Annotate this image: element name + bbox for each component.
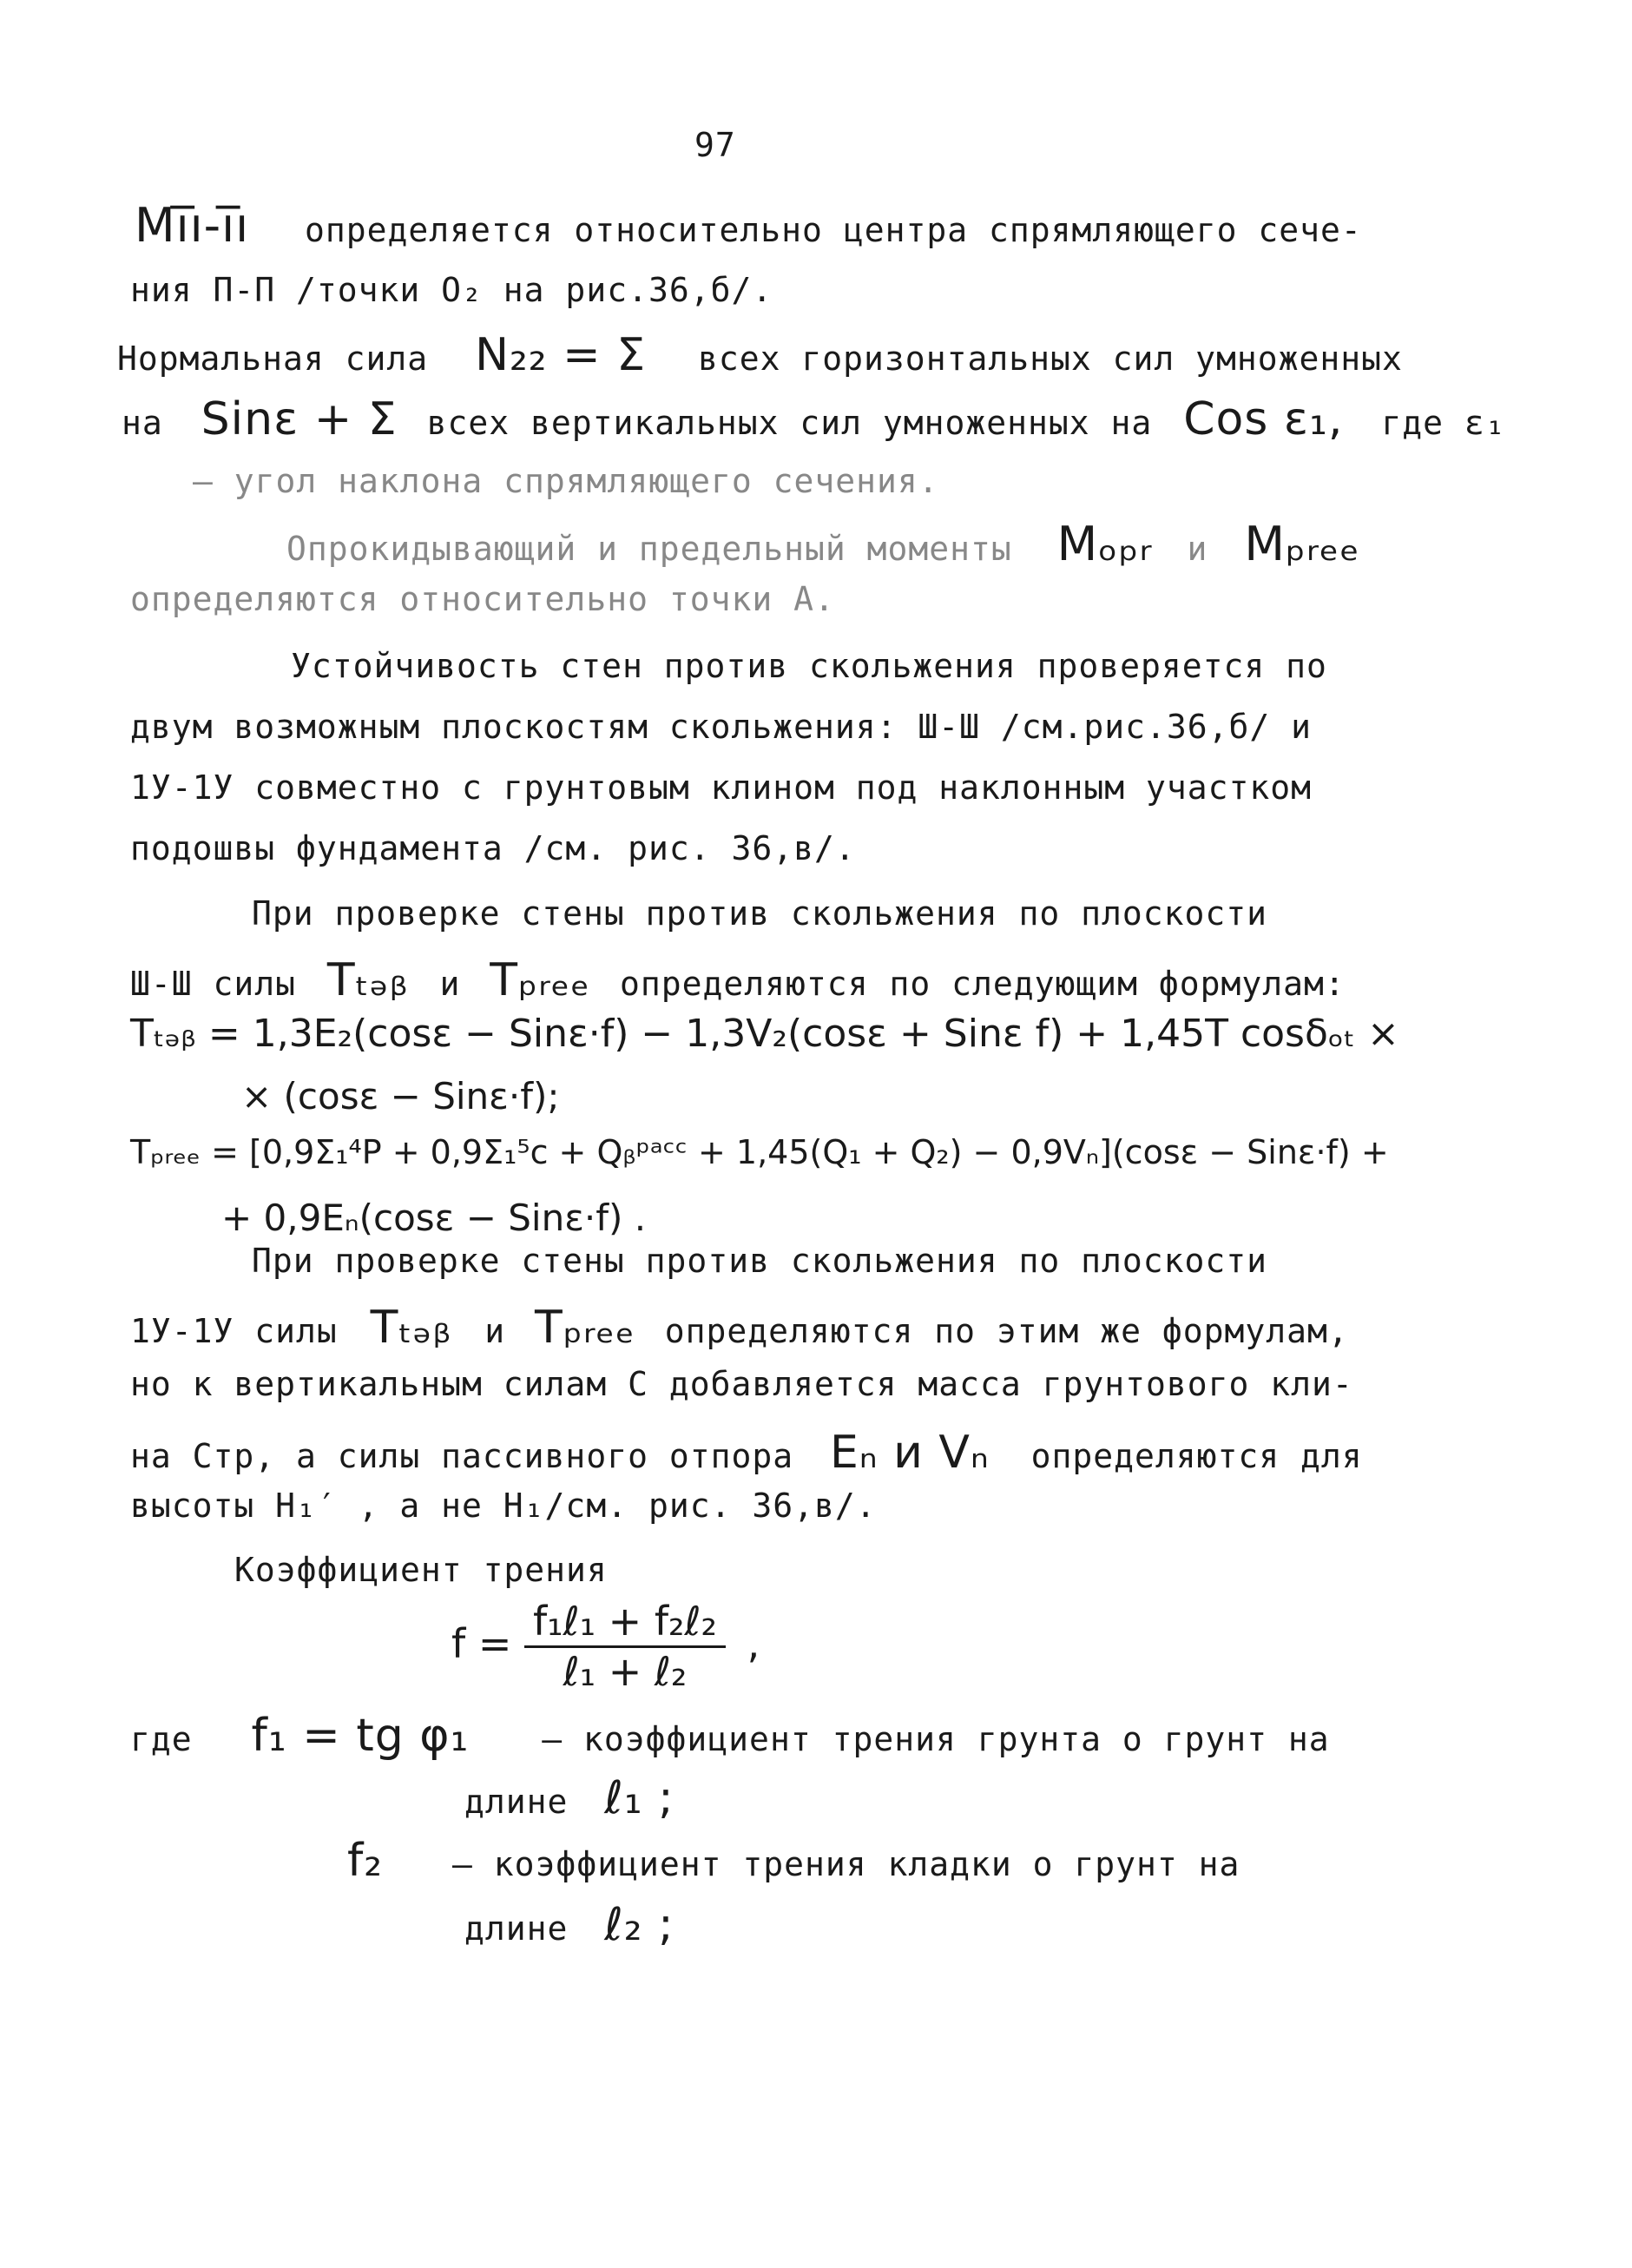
text-line-12: При проверке стены против скольжения по плоскости	[252, 894, 1268, 933]
text-line-9: двум возможным плоскостям скольжения: Ш-Ш /см.рис.36,б/ и	[130, 708, 1313, 746]
text-line-11: подошвы фундамента /см. рис. 36,в/.	[130, 829, 856, 867]
symbol-m-ii: Mı̅ı-ı̅ı	[135, 198, 250, 253]
line-4-b: всех вертикальных сил умноженных на	[426, 404, 1153, 442]
symbol-t-cdv: Tₜₔᵦ	[326, 954, 409, 1006]
symbol-en-vn: Eₙ и Vₙ	[829, 1427, 990, 1479]
symbol-n-sum: N₂₂ = Σ	[475, 329, 647, 381]
line-20-b: – коэффициент трения грунта о грунт на	[542, 1720, 1330, 1758]
text-line-20	[130, 1709, 1330, 1763]
formula-t-cdv: Tₜₔᵦ = 1,3E₂(cosε − Sinε·f) − 1,3V₂(cosε + Sinε f) + 1,45T cosδₒₜ ×	[130, 1012, 1399, 1056]
line-17-a: на Стр, а силы пассивного отпора	[130, 1437, 794, 1475]
line-15-b: определяются по этим же формулам,	[664, 1312, 1349, 1350]
text-line-10: 1У-1У совместно с грунтовым клином под наклонным участком	[130, 768, 1313, 807]
symbol-t-pred-2: Tₚᵣₑₑ	[535, 1302, 635, 1354]
text-line-19: Коэффициент трения	[234, 1551, 608, 1589]
symbol-m-pred: Mₚᵣₑₑ	[1244, 517, 1361, 571]
fraction-numerator: f₁ℓ₁ + f₂ℓ₂	[524, 1598, 726, 1648]
friction-formula	[451, 1598, 760, 1696]
friction-lhs: f =	[451, 1620, 512, 1668]
line-15-a: 1У-1У силы	[130, 1312, 338, 1350]
line-17-b: определяются для	[1030, 1437, 1363, 1475]
formula-t-pred-cont: + 0,9Eₙ(cosε − Sinε·f) .	[221, 1197, 647, 1239]
symbol-t-cdv-2: Tₜₔᵦ	[370, 1302, 452, 1354]
line-6-a: Опрокидывающий и предельный моменты	[286, 530, 1012, 568]
line-13-b: определяются по следующим формулам:	[620, 965, 1346, 1003]
formula-t-pred: Tₚᵣₑₑ = [0,9Σ₁⁴P + 0,9Σ₁⁵c + Qᵦᵖᵃᶜᶜ + 1,45(Q₁ + Q₂) − 0,9Vₙ](cosε − Sinε·f) +	[130, 1133, 1389, 1171]
text-line-1	[135, 198, 1362, 254]
symbol-cos: Cos ε₁,	[1183, 393, 1344, 445]
line-23-a: длине	[464, 1909, 569, 1948]
symbol-l2: ℓ₂ ;	[604, 1899, 675, 1951]
friction-tail: ,	[747, 1620, 760, 1668]
text-line-17	[130, 1426, 1363, 1480]
symbol-sin-sum: Sinε + Σ	[201, 393, 398, 445]
line-4-c: где ε₁	[1381, 404, 1506, 442]
symbol-l1: ℓ₁ ;	[604, 1772, 675, 1824]
text-line-16: но к вертикальным силам С добавляется масса грунтового кли-	[130, 1365, 1353, 1403]
line-4-a: на	[122, 404, 163, 442]
line-6-mid: и	[1187, 530, 1208, 568]
text-line-15	[130, 1301, 1349, 1355]
text-line-3	[117, 328, 1403, 382]
line-22-b: – коэффициент трения кладки о грунт на	[452, 1845, 1240, 1883]
text-line-5: – угол наклона спрямляющего сечения.	[193, 462, 939, 500]
line-15-mid: и	[484, 1312, 506, 1350]
symbol-f2: f₂	[347, 1835, 384, 1887]
text-line-22	[347, 1834, 1240, 1888]
symbol-t-pred: Tₚᵣₑₑ	[490, 954, 591, 1006]
formula-t-cdv-cont: × (cosε − Sinε·f);	[241, 1075, 560, 1118]
line-3-b: всех горизонтальных сил умноженных	[698, 340, 1403, 378]
text-line-4	[122, 392, 1506, 446]
text-line-18: высоты H₁′ , а не H₁/см. рис. 36,в/.	[130, 1487, 877, 1525]
symbol-m-opr: Mₒₚᵣ	[1056, 517, 1153, 571]
line-13-mid: и	[439, 965, 461, 1003]
page-number: 97	[694, 126, 736, 164]
fraction-denominator: ℓ₁ + ℓ₂	[563, 1648, 688, 1696]
symbol-f1-tg: f₁ = tg φ₁	[251, 1710, 470, 1762]
text-line-8: Устойчивость стен против скольжения проверяется по	[291, 647, 1327, 685]
text-line-2: ния П-П /точки О₂ на рис.36,б/.	[130, 271, 773, 309]
line-3-a: Нормальная сила	[117, 340, 429, 378]
text-line-14: При проверке стены против скольжения по плоскости	[252, 1242, 1268, 1280]
text-line-6	[286, 517, 1360, 573]
friction-fraction	[524, 1598, 726, 1696]
text-line-13	[130, 953, 1346, 1007]
text-line-7: определяются относительно точки А.	[130, 580, 835, 618]
text-line-21	[464, 1771, 675, 1825]
line-20-a: где	[130, 1720, 193, 1758]
line-13-a: Ш-Ш силы	[130, 965, 297, 1003]
line-1-text: определяется относительно центра спрямляющего сече-	[304, 211, 1362, 249]
text-line-23	[464, 1898, 675, 1952]
line-21-a: длине	[464, 1783, 569, 1821]
